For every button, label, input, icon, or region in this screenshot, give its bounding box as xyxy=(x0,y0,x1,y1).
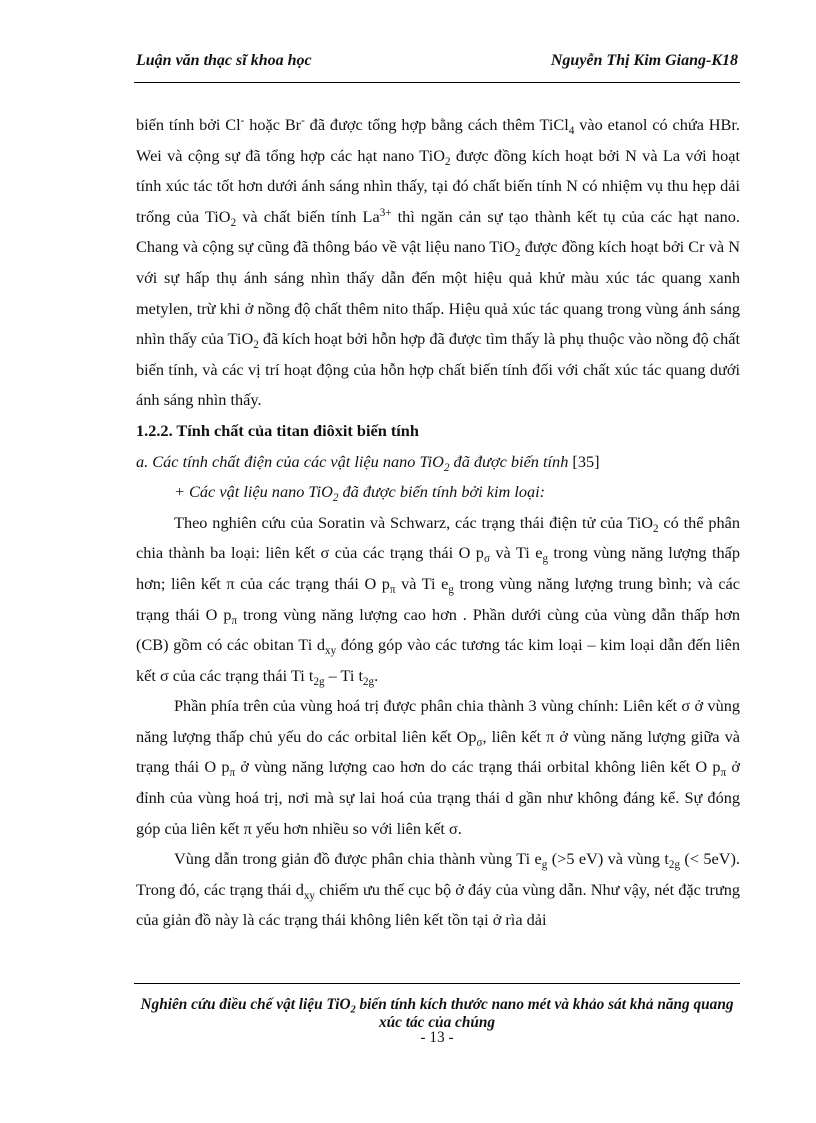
paragraph-valence-band: Phần phía trên của vùng hoá trị được phân chia thành 3 vùng chính: Liên kết σ ở vùng năng lượng thấp chủ yếu do các orbital liên kết $Op_\sigma$, liên kết π ở vùng năng lượng giữa và trạng thái O $p_\pi$ ở vùng năng lượng cao hơn do các trạng thái orbital không liên kết O $p_\pi$ ở đỉnh của vùng hoá trị, nơi mà sự lai hoá của trạng thái d gần như không đáng kể. Sự đóng góp của liên kết π yếu hơn nhiều so với liên kết σ. xyxy=(136,696,740,838)
paragraph-continued: biến tính bởi Cl- hoặc Br- đã được tổng hợp bằng cách thêm TiCl$_4$ vào etanol có chứa HBr. Wei và cộng sự đã tổng hợp các hạt nano TiO$_2$ được đồng kích hoạt bởi N và La với hoạt tính xúc tác tốt hơn dưới ánh sáng nhìn thấy, tại đó chất biến tính N có nhiệm vụ thu hẹp dải trống của TiO$_2$ và chất biến tính $La^{3+}$ thì ngăn cản sự tạo thành kết tụ của các hạt nano. Chang và cộng sự cũng đã thông báo về vật liệu nano TiO$_2$ được đồng kích hoạt bởi Cr và N với sự hấp thụ ánh sáng nhìn thấy dẫn đến một hiệu quả khử màu xúc tác quang xanh metylen, trừ khi ở nồng độ chất thêm nito thấp. Hiệu quả xúc tác quang trong vùng ánh sáng nhìn thấy của TiO$_2$ đã kích hoạt bởi hỗn hợp đã được tìm thấy là phụ thuộc vào nồng độ chất biến tính, và các vị trí hoạt động của hỗn hợp chất biến tính đối với chất xúc tác quang dưới ánh sáng nhìn thấy. xyxy=(136,114,741,410)
header-divider xyxy=(134,82,740,83)
paragraph-electronic-states: Theo nghiên cứu của Soratin và Schwarz, các trạng thái điện tử của TiO$_2$ có thể phân chia thành ba loại: liên kết σ của các trạng thái O $p_\sigma$ và Ti $e_g$ trong vùng năng lượng thấp hơn; liên kết π của các trạng thái O $p_\pi$ và Ti $e_g$ trong vùng năng lượng trung bình; và các trạng thái O $p_\pi$ trong vùng năng lượng cao hơn . Phần dưới cùng của vùng dẫn thấp hơn (CB) gồm có các obitan Ti $d_{xy}$ đóng góp vào các tương tác kim loại – kim loại dẫn đến liên kết σ của các trạng thái Ti $t_{2g}$ – Ti $t_{2g}$. xyxy=(136,512,741,688)
section-heading: 1.2.2. Tính chất của titan điôxit biến tính xyxy=(136,420,419,440)
header-right-author: Nguyễn Thị Kim Giang-K18 xyxy=(550,52,738,69)
paragraph-conduction-band: Vùng dẫn trong giản đồ được phân chia thành vùng Ti $e_g$ (>5 eV) và vùng $t_{2g}$ (< 5eV). Trong đó, các trạng thái $d_{xy}$ chiếm ưu thế cục bộ ở đáy của vùng dẫn. Như vậy, nét đặc trưng của giản đồ này là các trạng thái không liên kết tồn tại ở rìa dải xyxy=(136,849,740,930)
page-body xyxy=(136,110,740,936)
footer-thesis-title: Nghiên cứu điều chế vật liệu TiO$_2$ biến tính kích thước nano mét và khảo sát khả năng quang xúc tác của chúng xyxy=(140,996,734,1031)
subheading-metal-doped: + Các vật liệu nano TiO$_2$ đã được biến tính bởi kim loại: xyxy=(174,482,546,504)
page-number: - 13 - xyxy=(420,1029,454,1046)
footer-divider xyxy=(134,983,740,984)
subheading-a: a. Các tính chất điện của các vật liệu nano TiO$_2$ đã được biến tính [35] xyxy=(136,451,600,474)
header-left-title: Luận văn thạc sĩ khoa học xyxy=(136,52,312,69)
